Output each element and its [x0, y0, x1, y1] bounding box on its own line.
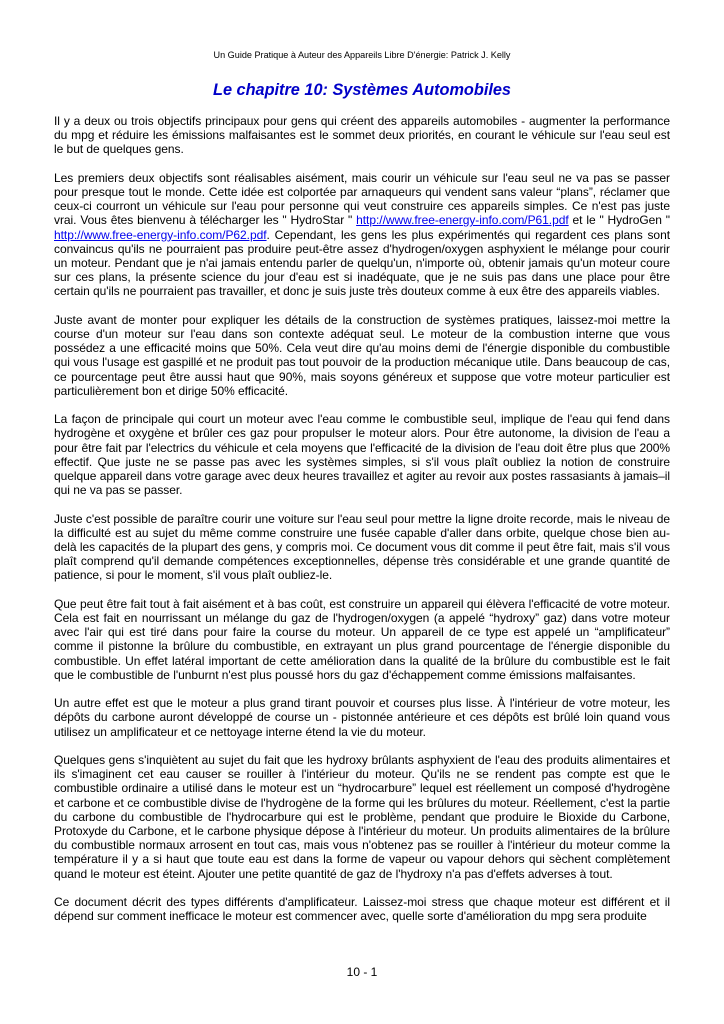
paragraph-3: Juste avant de monter pour expliquer les détails de la construction de systèmes pratiques, laissez-moi mettre la course d'un moteur sur l'eau dans son contexte adéquat seul. Le moteur de la combustion interne que vous possédez a une efficacité moins que 50%. Cela veut dire qu'au moins demi de l'énergie disponible du combustible qui vous l'usage est gaspillé et ne produit pas tout pouvoir de la production mécanique utile. Dans beaucoup de cas, ce pourcentage peut être aussi haut que 90%, mais soyons généreux et suppose que votre moteur particulier est particulièrement bon et dirige 50% efficacité. [54, 312, 670, 398]
paragraph-9: Ce document décrit des types différents d'amplificateur. Laissez-moi stress que chaque moteur est différent et il dépend sur comment inefficace le moteur est commencer avec, quelle sorte d'amélioration du mpg sera produite [54, 895, 670, 924]
paragraph-7: Un autre effet est que le moteur a plus grand tirant pouvoir et courses plus lisse. À l'intérieur de votre moteur, les dépôts du carbone auront développé de course un - pistonnée antérieure et ces dépôts est brûlé loin quand vous utilisez un amplificateur et ce nettoyage interne étend la vie du moteur. [54, 696, 670, 739]
paragraph-1: Il y a deux ou trois objectifs principaux pour gens qui créent des appareils automobiles - augmenter la performance du mpg et réduire les émissions malfaisantes est le sommet deux priorités, en courant le véhicule sur l'eau seul est le but de quelques gens. [54, 114, 670, 157]
paragraph-2-text-a: Les premiers deux objectifs sont réalisables aisément, mais courir un véhicule sur l'eau seul ne va pas se passer pour presque tout le monde. Cette idée est colportée par arnaqueurs qui vendent sans valeur “plans”, réclamer que ceux-ci courront un véhicule sur l'eau pour personne qui veut construire ces appareils simples. Ce n'est pas juste vrai. Vous êtes bienvenu à télécharger les " HydroStar " [54, 170, 670, 228]
paragraph-8: Quelques gens s'inquiètent au sujet du fait que les hydroxy brûlants asphyxient de l'eau des produits alimentaires et ils s'imaginent cet eau causer se rouiller à l'intérieur du moteur. Qu'ils ne se rendent pas compte est que le combustible ordinaire a utilisé dans le moteur est un “hydrocarbure” lequel est réellement un composé d'hydrogène et carbone et ce combustible divise de l'hydrogène de la forme qui les brûlures du moteur. Réellement, c'est la partie du carbone du combustible de l'hydrocarbure qui est le problème, pendant que produire le Bioxide du Carbone, Protoxyde du Carbone, et le carbone physique dépose à l'intérieur du moteur. Un produits alimentaires de la brûlure du combustible normaux arrosent en tout cas, mais vous n'obtenez pas se rouiller à l'intérieur du moteur comme la température il y a si haut que toute eau est dans la forme de vapeur ou vapour dehors qui sèchent complètement quand le moteur est éteint. Ajouter une petite quantité de gaz de l'hydroxy n'a pas d'effets adverses à tout. [54, 753, 670, 881]
paragraph-5: Juste c'est possible de paraître courir une voiture sur l'eau seul pour mettre la ligne droite recorde, mais le niveau de la difficulté est au sujet du même comme construire une fusée capable d'aller dans orbite, quelque chose bien au-delà les capacités de la plupart des gens, y compris moi. Ce document vous dit comme il peut être fait, mais s'il vous plaît comprend qu'il demande compétences exceptionnelles, dépense très considérable et une grande quantité de patience, si pour le moment, s'il vous plaît oubliez-le. [54, 511, 670, 583]
paragraph-6: Que peut être fait tout à fait aisément et à bas coût, est construire un appareil qui élèvera l'efficacité de votre moteur. Cela est fait en nourrissant un mélange du gaz de l'hydrogen/oxygen (a appelé “hydroxy” gaz) dans votre moteur avec l'air qui est tiré dans pour faire la course du moteur. Un appareil de ce type est appelé un “amplificateur” comme il pistonne la brûlure du combustible, en extrayant un plus grand pourcentage de l'énergie disponible du combustible. Un effet latéral important de cette amélioration dans la qualité de la brûlure du combustible est le fait que le combustible de l'unburnt n'est plus poussé hors du gaz d'échappement comme émissions malfaisantes. [54, 596, 670, 682]
paragraph-4: La façon de principale qui court un moteur avec l'eau comme le combustible seul, implique de l'eau qui fend dans hydrogène et oxygène et brûler ces gaz pour propulser le moteur alors. Pour être autonome, la division de l'eau a pour être fait par l'electrics du véhicule et cela moyens que l'efficacité de la division de l'eau doit être plus que 200% effectif. Que juste ne se passe pas avec les systèmes simples, si s'il vous plaît oubliez la notion de construire quelque appareil dans votre garage avec deux heures travaillez et agiter au revoir aux postes rassasiants à jamais–il qui ne va pas se passer. [54, 412, 670, 498]
running-header: Un Guide Pratique à Auteur des Appareils Libre D'énergie: Patrick J. Kelly [213, 50, 511, 60]
chapter-title: Le chapitre 10: Systèmes Automobiles [213, 81, 511, 99]
paragraph-2-text-c: . Cependant, les gens les plus expérimentés qui regardent ces plans sont convaincus qu'ils ne pourraient pas produire peut-être assez d'hydrogen/oxygen asphyxient le mélange pour courir un moteur. Pendant que je n'ai jamais entendu parler de quelqu'un, n'importe où, obtenir jamais qu'un moteur coure sur ces plans, la présente science du jour d'eau est si inadéquate, que je ne suis pas dans une place pour être certain qu'ils ne pourraient pas travailler, et donc je suis juste très douteux comme à eux être des appareils viables. [54, 227, 670, 299]
hydrostar-link[interactable]: http://www.free-energy-info.com/P61.pdf [356, 213, 569, 228]
page-number: 10 - 1 [346, 965, 378, 979]
paragraph-2 [54, 171, 670, 299]
paragraph-2-text-b: et le " HydroGen " [568, 213, 670, 228]
hydrogen-link[interactable]: http://www.free-energy-info.com/P62.pdf [54, 227, 267, 242]
